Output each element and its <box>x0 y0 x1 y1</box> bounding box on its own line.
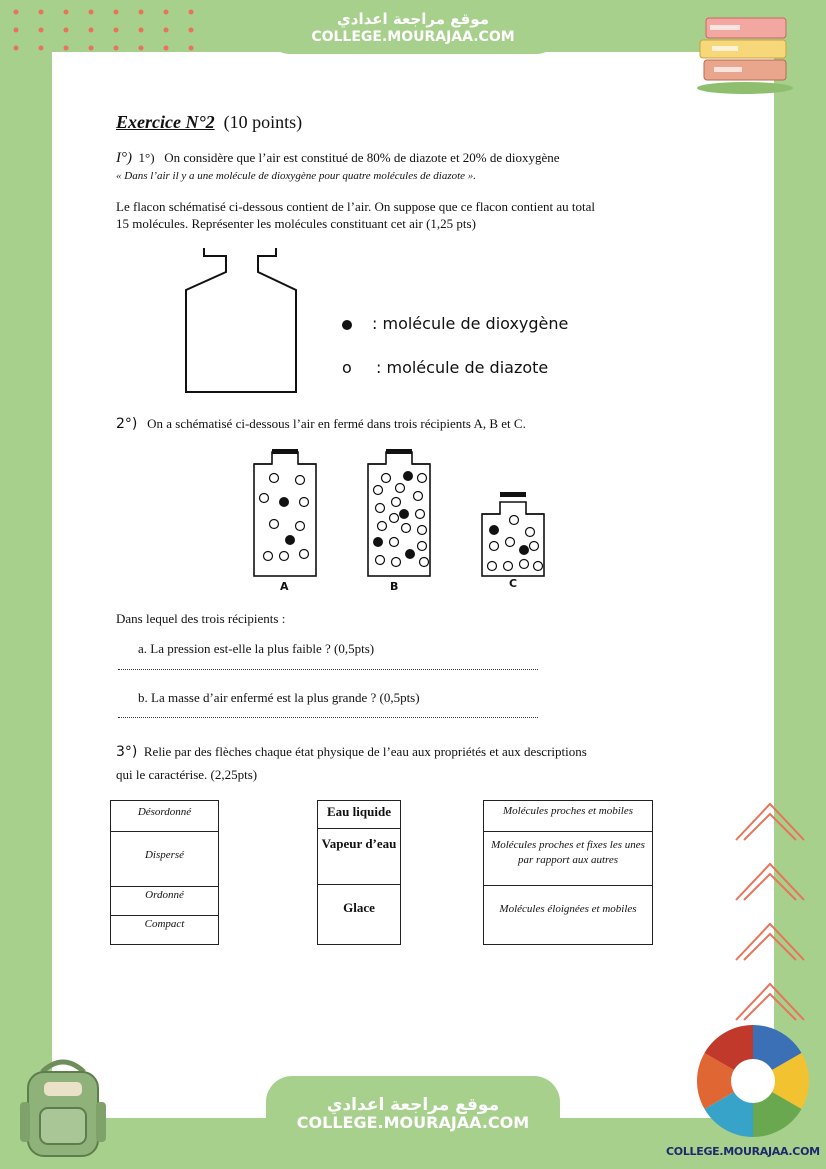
q1-line: I°) 1°) On considère que l’air est constitué de 80% de diazote et 20% de dioxygène <box>116 150 560 166</box>
table-cell[interactable]: Ordonné <box>111 887 218 916</box>
q1-flask-line1: Le flacon schématisé ci-dessous contient de l’air. On suppose que ce flacon contient au total <box>116 199 596 214</box>
empty-molecule-icon: o <box>342 358 352 377</box>
q2b-question: b. La masse d’air enfermé est la plus grande ? (0,5pts) <box>138 690 420 705</box>
table-cell[interactable]: Dispersé <box>111 832 218 887</box>
empty-flask-diagram <box>178 244 304 396</box>
q2a-question: a. La pression est-elle la plus faible ? (0,5pts) <box>138 641 375 656</box>
answer-line-b[interactable] <box>118 717 538 718</box>
q2-prompt: Dans lequel des trois récipients : <box>116 611 286 626</box>
header-arabic: موقع مراجعة اعدادي <box>337 10 489 28</box>
table-cell[interactable]: Vapeur d’eau <box>318 829 400 885</box>
filled-molecule-icon <box>340 318 354 332</box>
legend-dioxygene: : molécule de dioxygène <box>372 314 569 333</box>
table-cell[interactable]: Eau liquide <box>318 801 400 829</box>
header-url[interactable]: COLLEGE.MOURAJAA.COM <box>311 29 515 45</box>
footer-banner <box>266 1076 560 1169</box>
table-middle-water <box>317 800 401 945</box>
container-label-a: A <box>280 580 289 593</box>
footer-url[interactable]: COLLEGE.MOURAJAA.COM <box>296 1113 530 1132</box>
footer-arabic: موقع مراجعة اعدادي <box>326 1095 500 1115</box>
chevron-decoration-icon <box>730 792 810 1032</box>
decorative-dots <box>6 6 206 56</box>
containers-diagram <box>246 444 556 594</box>
table-cell[interactable]: Molécules proches et mobiles <box>484 801 652 832</box>
backpack-icon <box>14 1052 112 1162</box>
q2-line: 2°) On a schématisé ci-dessous l’air en fermé dans trois récipients A, B et C. <box>116 416 526 432</box>
q1-flask-line2: 15 molécules. Représenter les molécules constituant cet air (1,25 pts) <box>116 216 476 231</box>
college-logo-icon <box>694 1022 812 1140</box>
container-label-c: C <box>509 577 518 590</box>
table-cell[interactable]: Désordonné <box>111 801 218 832</box>
table-cell[interactable]: Glace <box>343 900 375 915</box>
header-banner <box>264 0 562 54</box>
answer-line-a[interactable] <box>118 669 538 670</box>
q3-line2: qui le caractérise. (2,25pts) <box>116 767 258 782</box>
container-label-b: B <box>390 580 399 593</box>
books-icon <box>690 14 798 96</box>
table-cell[interactable]: Compact <box>144 918 185 930</box>
footer-logo-text: COLLEGE.MOURAJAA.COM <box>666 1145 820 1158</box>
table-right-descriptions <box>483 800 653 945</box>
table-cell[interactable]: Molécules proches et fixes les unes par rapport aux autres <box>484 832 652 886</box>
table-left-states <box>110 800 219 945</box>
q3-line1: 3°) Relie par des flèches chaque état physique de l’eau aux propriétés et aux descriptions <box>116 744 587 760</box>
exercise-title: Exercice N°2 (10 points) <box>116 112 303 132</box>
table-cell[interactable]: Molécules éloignées et mobiles <box>499 903 637 915</box>
legend-diazote: : molécule de diazote <box>376 358 549 377</box>
q1-quote: « Dans l’air il y a une molécule de dioxygène pour quatre molécules de diazote ». <box>116 170 477 182</box>
